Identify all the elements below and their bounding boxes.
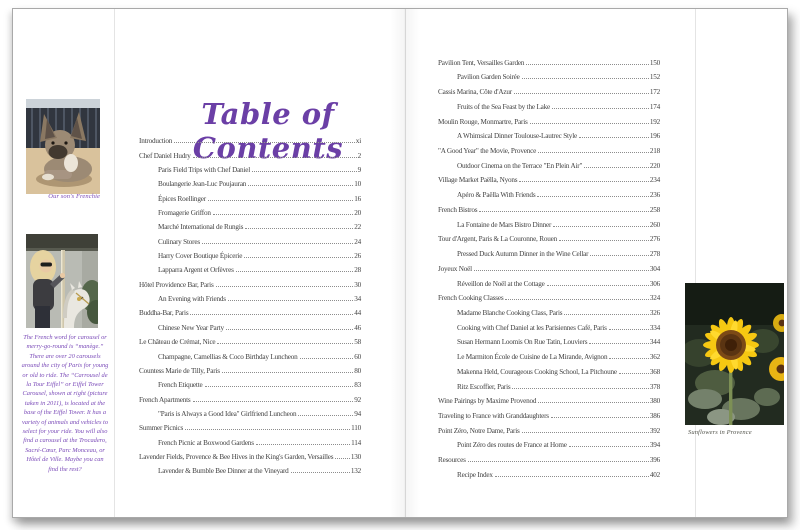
toc-entry: [139, 375, 361, 389]
toc-leader-dots: [248, 185, 353, 186]
toc-entry-label: Summer Picnics: [139, 424, 184, 433]
toc-entry: [438, 391, 660, 406]
toc-leader-dots: [300, 358, 354, 359]
toc-entry: [139, 145, 361, 159]
toc-entry: [139, 432, 361, 446]
toc-entry-label: Boulangerie Jean-Luc Poujauran: [158, 180, 247, 189]
toc-page-number: 392: [649, 426, 660, 435]
toc-entry-label: Joyeux Noël: [438, 264, 472, 273]
toc-entry-label: Réveillon de Noël at the Cottage: [457, 279, 545, 288]
toc-entry-label: Fromagerie Griffon: [158, 209, 211, 218]
toc-leader-dots: [619, 373, 649, 374]
toc-entry-label: La Fontaine de Mars Bistro Dinner: [457, 220, 552, 229]
toc-page-number: 220: [649, 161, 660, 170]
toc-entry-label: Lavender Fields, Provence & Bee Hives in the King's Garden, Versailles: [139, 452, 334, 461]
toc-leader-dots: [217, 343, 353, 344]
toc-leader-dots: [579, 137, 649, 138]
toc-page-number: 30: [354, 280, 361, 289]
toc-page-number: 368: [649, 367, 660, 376]
toc-entry: [438, 96, 660, 111]
toc-leader-dots: [222, 372, 353, 373]
toc-leader-dots: [468, 461, 649, 462]
toc-entry: [139, 274, 361, 288]
toc-leader-dots: [174, 142, 355, 143]
toc-entry: [438, 258, 660, 273]
toc-leader-dots: [526, 64, 649, 65]
toc-entry-label: A Whimsical Dinner Toulouse-Lautrec Style: [457, 132, 577, 141]
toc-leader-dots: [538, 152, 649, 153]
toc-page-number: 234: [649, 176, 660, 185]
toc-entry-label: French Picnic at Boxwood Gardens: [158, 438, 254, 447]
toc-entry: [438, 67, 660, 82]
toc-page-number: 28: [354, 266, 361, 275]
toc-leader-dots: [547, 285, 649, 286]
toc-entry: [438, 405, 660, 420]
toc-entry: [438, 52, 660, 67]
toc-entry-label: Lavender & Bumble Bee Dinner at the Vineyard: [158, 467, 289, 476]
toc-entry: [438, 155, 660, 170]
toc-leader-dots: [505, 299, 648, 300]
toc-entry: [139, 289, 361, 303]
toc-leader-dots: [589, 343, 649, 344]
toc-title: Table of Contents: [192, 97, 344, 165]
toc-entry-label: Fruits of the Sea Feast by the Lake: [457, 102, 551, 111]
toc-entry: [438, 273, 660, 288]
toc-page-number: 150: [649, 58, 660, 67]
toc-entry: [139, 246, 361, 260]
toc-entry-label: French Apartments: [139, 395, 191, 404]
toc-entry-label: Le Château de Crémat, Nice: [139, 338, 216, 347]
toc-entry-label: Countess Marie de Tilly, Paris: [139, 366, 220, 375]
toc-page-number: 192: [649, 117, 660, 126]
toc-entry-label: Culinary Stores: [158, 237, 200, 246]
toc-entry-label: French Bistros: [438, 205, 478, 214]
toc-entry-label: Wine Pairings by Maxime Provenod: [438, 397, 537, 406]
toc-leader-dots: [208, 200, 353, 201]
toc-page-number: 44: [354, 309, 361, 318]
page-gutter-line: [405, 9, 406, 517]
toc-page-number: 92: [354, 395, 361, 404]
toc-leader-dots: [522, 432, 649, 433]
toc-page-number: 174: [649, 102, 660, 111]
toc-entry: [139, 447, 361, 461]
toc-entry: [438, 361, 660, 376]
toc-entry: [139, 188, 361, 202]
toc-entry: [438, 81, 660, 96]
toc-entry: [438, 184, 660, 199]
toc-entry-label: French Etiquette: [158, 381, 203, 390]
toc-page-number: 46: [354, 323, 361, 332]
toc-leader-dots: [479, 211, 648, 212]
toc-page-number: 362: [649, 353, 660, 362]
toc-entry-label: "Paris is Always a Good Idea" Girlfriend Luncheon: [158, 409, 297, 418]
toc-leader-dots: [205, 386, 354, 387]
toc-page-number: 152: [649, 73, 660, 82]
toc-leader-dots: [202, 243, 353, 244]
toc-leader-dots: [609, 329, 649, 330]
toc-entry: [438, 317, 660, 332]
toc-entry: [438, 449, 660, 464]
toc-entry-label: Tour d'Argent, Paris & La Couronne, Rouen: [438, 235, 558, 244]
toc-page-number: 334: [649, 323, 660, 332]
toc-leader-dots: [609, 358, 648, 359]
toc-leader-dots: [256, 444, 350, 445]
toc-page-number: 380: [649, 397, 660, 406]
toc-entry: [139, 346, 361, 360]
frenchie-caption: Our son's Frenchie: [48, 193, 100, 200]
toc-leader-dots: [244, 257, 353, 258]
toc-entry-label: Le Marmiton École de Cuisine de La Mirande, Avignon: [457, 353, 608, 362]
toc-entry-label: Village Market Paëlla, Nyons: [438, 176, 518, 185]
toc-leader-dots: [551, 417, 649, 418]
toc-leader-dots: [228, 300, 353, 301]
toc-entry-label: Traveling to France with Granddaughters: [438, 411, 549, 420]
toc-entry-label: Point Zéro, Notre Dame, Paris: [438, 426, 520, 435]
toc-entry: [438, 376, 660, 391]
toc-page-number: 402: [649, 470, 660, 479]
right-page-margin-line: [695, 9, 696, 517]
toc-entry-label: Champagne, Camellias & Coco Birthday Luncheon: [158, 352, 298, 361]
toc-page-number: 94: [354, 409, 361, 418]
toc-page-number: 83: [354, 381, 361, 390]
toc-leader-dots: [590, 255, 649, 256]
toc-page-number: 396: [649, 456, 660, 465]
toc-page-number: 344: [649, 338, 660, 347]
toc-leader-dots: [245, 228, 353, 229]
toc-leader-dots: [530, 123, 649, 124]
toc-entry: [139, 418, 361, 432]
toc-page-number: 10: [354, 180, 361, 189]
toc-leader-dots: [335, 458, 349, 459]
toc-page-number: 258: [649, 205, 660, 214]
toc-entry-label: Marché International de Rungis: [158, 223, 244, 232]
toc-entry: [438, 302, 660, 317]
toc-page-number: 218: [649, 147, 660, 156]
toc-page-number: 22: [354, 223, 361, 232]
toc-entry-label: Paris Field Trips with Chef Daniel: [158, 166, 251, 175]
toc-entry: [438, 464, 660, 479]
toc-page-number: 60: [354, 352, 361, 361]
toc-leader-dots: [559, 240, 649, 241]
sunflower-photo: [685, 283, 784, 425]
toc-entry-label: Harry Cover Boutique Épicerie: [158, 252, 243, 261]
toc-entry-label: Cooking with Chef Daniel at les Parisiennes Café, Paris: [457, 323, 607, 332]
toc-page-number: 9: [357, 166, 361, 175]
toc-entry-label: French Cooking Classes: [438, 294, 504, 303]
toc-entry: [438, 126, 660, 141]
toc-page-number: xi: [355, 137, 361, 146]
toc-entry-label: Épices Roellinger: [158, 194, 206, 203]
toc-leader-dots: [185, 429, 350, 430]
toc-page-number: 324: [649, 294, 660, 303]
toc-leader-dots: [519, 181, 648, 182]
toc-entry: [438, 420, 660, 435]
toc-page-number: 58: [354, 338, 361, 347]
toc-entry: [438, 111, 660, 126]
toc-page-number: 130: [350, 452, 361, 461]
toc-entry-label: Madame Blanche Cooking Class, Paris: [457, 308, 563, 317]
toc-leader-dots: [190, 314, 353, 315]
toc-leader-dots: [584, 167, 649, 168]
toc-entry: [139, 461, 361, 475]
toc-leader-dots: [552, 108, 649, 109]
toc-entry: [139, 160, 361, 174]
toc-entry-label: "A Good Year" the Movie, Provence: [438, 147, 537, 156]
toc-entry: [139, 317, 361, 331]
toc-entry-label: Point Zéro des routes de France at Home: [457, 441, 567, 450]
toc-entry-label: Pavilion Garden Soirée: [457, 73, 520, 82]
toc-entry-label: Hôtel Providence Bar, Paris: [139, 280, 214, 289]
toc-entry-label: Chinese New Year Party: [158, 323, 224, 332]
toc-entry: [438, 346, 660, 361]
toc-leader-dots: [298, 415, 353, 416]
toc-leader-dots: [193, 401, 354, 402]
toc-entry-label: An Evening with Friends: [158, 295, 226, 304]
toc-page-number: 304: [649, 264, 660, 273]
toc-entry-label: Makenna Held, Courageous Cooking School, La Pitchoune: [457, 367, 617, 376]
left-page-margin-line: [114, 9, 115, 517]
toc-entry-label: Introduction: [139, 137, 173, 146]
toc-entry: [438, 243, 660, 258]
sunflower-caption: Sunflowers in Provence: [688, 429, 752, 436]
toc-entry-label: Pavilion Tent, Versailles Garden: [438, 58, 525, 67]
toc-leader-dots: [193, 157, 357, 158]
toc-entry: [438, 214, 660, 229]
toc-entry: [139, 332, 361, 346]
toc-entry: [139, 217, 361, 231]
toc-leader-dots: [495, 476, 649, 477]
toc-entry-label: Apéro & Paëlla With Friends: [457, 191, 536, 200]
toc-leader-dots: [537, 196, 648, 197]
toc-entry: [139, 404, 361, 418]
toc-leader-dots: [522, 78, 649, 79]
toc-leader-dots: [474, 270, 649, 271]
toc-leader-dots: [569, 446, 649, 447]
toc-page-number: 172: [649, 88, 660, 97]
toc-entry: [438, 170, 660, 185]
toc-page-number: 26: [354, 252, 361, 261]
toc-entry: [139, 203, 361, 217]
toc-page-number: 386: [649, 411, 660, 420]
toc-leader-dots: [216, 286, 354, 287]
toc-entry: [438, 140, 660, 155]
toc-page-number: 24: [354, 237, 361, 246]
toc-page-number: 196: [649, 132, 660, 141]
toc-right-column: [438, 52, 660, 479]
toc-page-number: 110: [351, 424, 361, 433]
toc-page-number: 276: [649, 235, 660, 244]
toc-entry: [438, 435, 660, 450]
toc-leader-dots: [252, 171, 357, 172]
toc-page-number: 114: [351, 438, 361, 447]
toc-leader-dots: [291, 472, 350, 473]
toc-page-number: 306: [649, 279, 660, 288]
toc-entry-label: Cassis Marina, Côte d'Azur: [438, 88, 512, 97]
toc-entry-label: Moulin Rouge, Monmartre, Paris: [438, 117, 528, 126]
toc-page-number: 34: [354, 295, 361, 304]
toc-page-number: 2: [357, 151, 361, 160]
toc-page-number: 80: [354, 366, 361, 375]
toc-entry-label: Resources: [438, 456, 466, 465]
toc-entry: [139, 389, 361, 403]
toc-leader-dots: [538, 402, 648, 403]
toc-page-number: 20: [354, 209, 361, 218]
toc-entry-label: Chef Daniel Hudry: [139, 151, 191, 160]
toc-leader-dots: [553, 226, 649, 227]
toc-entry: [139, 231, 361, 245]
toc-entry: [438, 229, 660, 244]
toc-entry: [139, 131, 361, 145]
toc-entry: [139, 303, 361, 317]
toc-entry-label: Outdoor Cinema on the Terrace "En Plein Air": [457, 161, 583, 170]
toc-entry-label: Pressed Duck Autumn Dinner in the Wine Cellar: [457, 250, 589, 259]
frenchie-photo: [26, 99, 100, 194]
toc-entry-label: Recipe Index: [457, 470, 493, 479]
toc-page-number: 278: [649, 250, 660, 259]
toc-entry: [438, 199, 660, 214]
toc-left-column: [139, 131, 361, 475]
toc-leader-dots: [512, 388, 648, 389]
toc-leader-dots: [226, 329, 353, 330]
toc-page-number: 132: [350, 467, 361, 476]
toc-entry-label: Lapparra Argent et Orfèvres: [158, 266, 234, 275]
toc-entry: [139, 260, 361, 274]
book-spread: [12, 8, 788, 518]
toc-page-number: 236: [649, 191, 660, 200]
carousel-photo: [26, 234, 98, 328]
toc-leader-dots: [213, 214, 353, 215]
toc-entry-label: Susan Hermann Loomis On Rue Tatin, Louviers: [457, 338, 588, 347]
toc-leader-dots: [564, 314, 648, 315]
toc-entry: [438, 288, 660, 303]
toc-page-number: 394: [649, 441, 660, 450]
toc-page-number: 260: [649, 220, 660, 229]
toc-page-number: 378: [649, 382, 660, 391]
toc-leader-dots: [236, 271, 354, 272]
toc-entry: [139, 361, 361, 375]
toc-leader-dots: [514, 93, 649, 94]
toc-page-number: 326: [649, 308, 660, 317]
toc-page-number: 16: [354, 194, 361, 203]
carousel-margin-note: The French word for carousel or merry-go-round is “manège.” There are over 20 carousels around the city of Paris for young or old to ride. The “Carrousel de la Tour Eiffel” or Eiffel Tower Carousel, shown at right (picture taken in 2011), is located at the base of the Eiffel Tower. It has a variety of animals and vehicles to select for your ride. You will also find a carousel at the Trocadero, Sacré-Cœur, Parc Monceau, or Hôtel de Ville. Maybe you can find the rest?: [21, 334, 109, 473]
toc-entry: [139, 174, 361, 188]
toc-entry: [438, 332, 660, 347]
toc-entry-label: Buddha-Bar, Paris: [139, 309, 189, 318]
toc-entry-label: Ritz Escoffier, Paris: [457, 382, 511, 391]
